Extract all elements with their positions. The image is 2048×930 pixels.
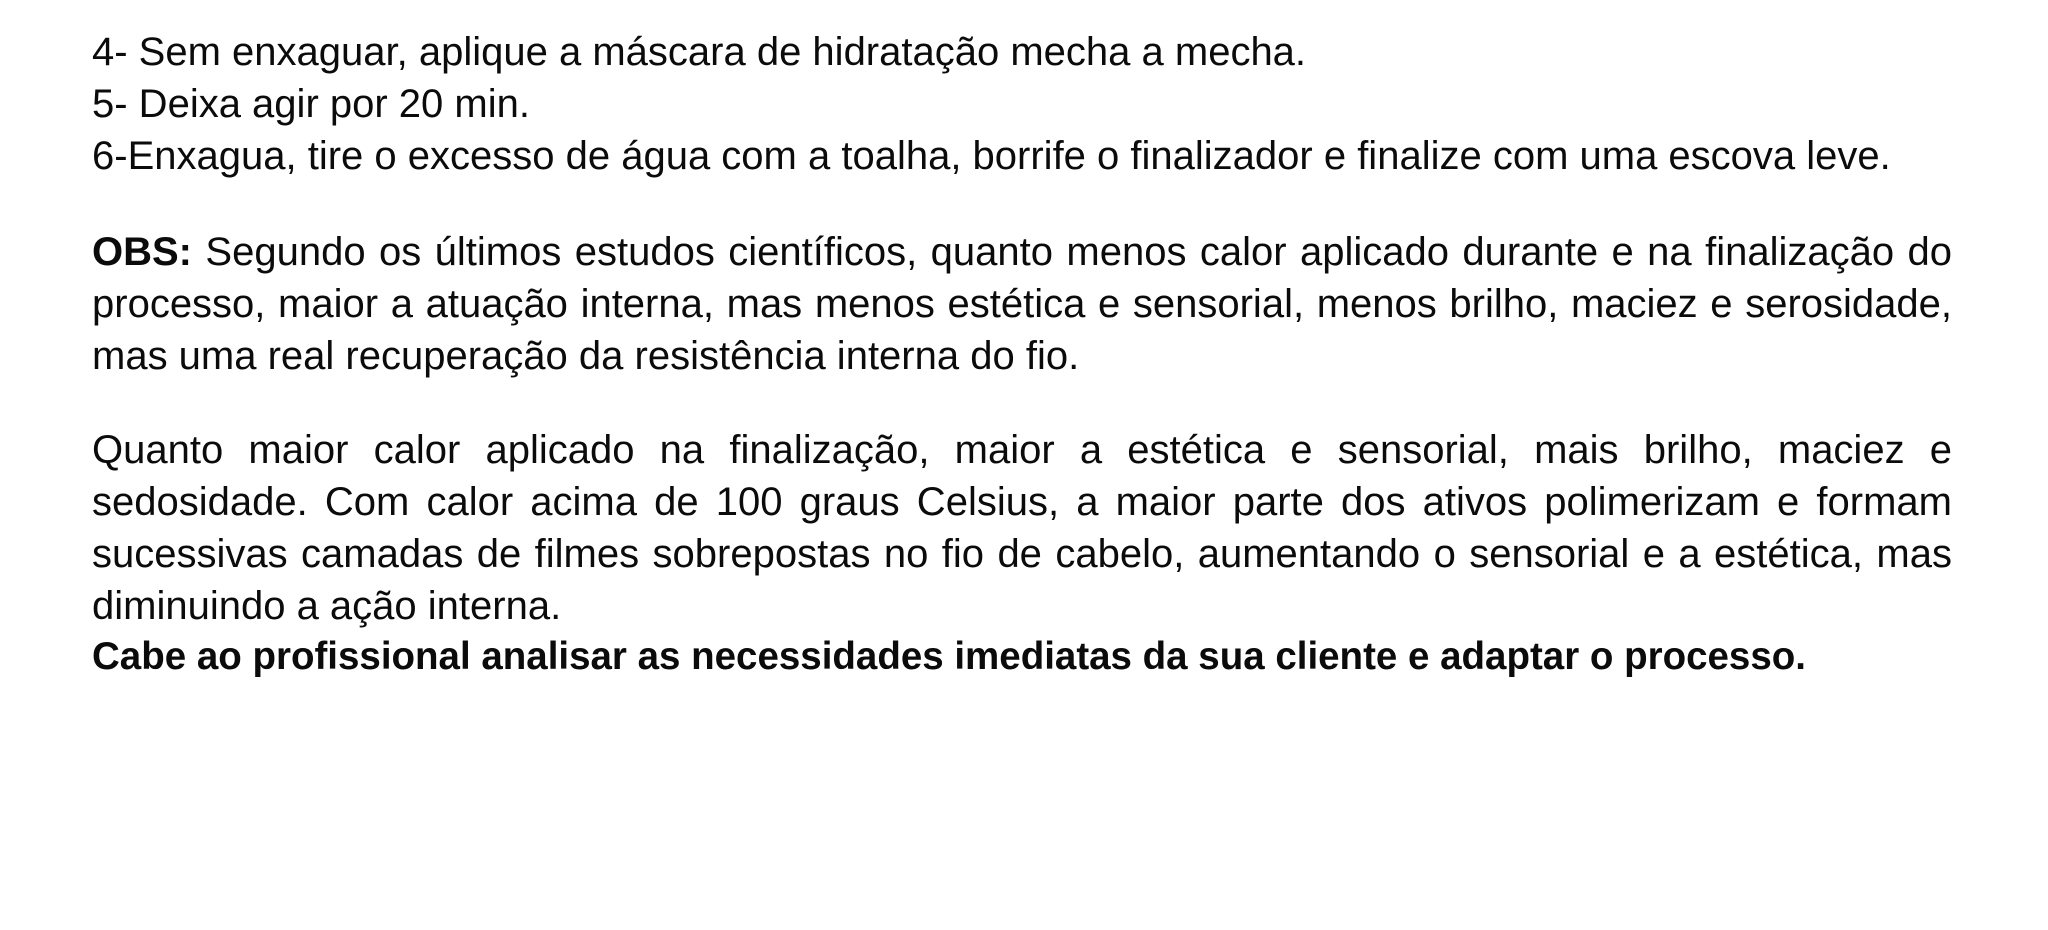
- obs-paragraph: [92, 226, 1952, 382]
- step-line-6: 6-Enxagua, tire o excesso de água com a toalha, borrife o finalizador e finalize com uma escova leve.: [92, 134, 1891, 178]
- document-body: [92, 26, 1952, 682]
- step-line-4: 4- Sem enxaguar, aplique a máscara de hidratação mecha a mecha.: [92, 30, 1307, 74]
- steps-list: [92, 26, 1952, 182]
- obs-text: Segundo os últimos estudos científicos, quanto menos calor aplicado durante e na finalização do processo, maior a atuação interna, mas menos estética e sensorial, menos brilho, maciez e serosidade, mas uma real recuperação da resistência interna do fio.: [92, 230, 1952, 378]
- step-line-5: 5- Deixa agir por 20 min.: [92, 82, 530, 126]
- paragraph-spacer-2: [92, 382, 1952, 424]
- paragraph-spacer-1: [92, 182, 1952, 226]
- heat-paragraph: Quanto maior calor aplicado na finalização, maior a estética e sensorial, mais brilho, maciez e sedosidade. Com calor acima de 100 graus Celsius, a maior parte dos ativos polimerizam e formam sucessivas camadas de filmes sobrepostas no fio de cabelo, aumentando o sensorial e a estética, mas diminuindo a ação interna.: [92, 428, 1952, 628]
- closing-statement: Cabe ao profissional analisar as necessidades imediatas da sua cliente e adaptar o processo.: [92, 635, 1806, 678]
- obs-label: OBS:: [92, 230, 192, 274]
